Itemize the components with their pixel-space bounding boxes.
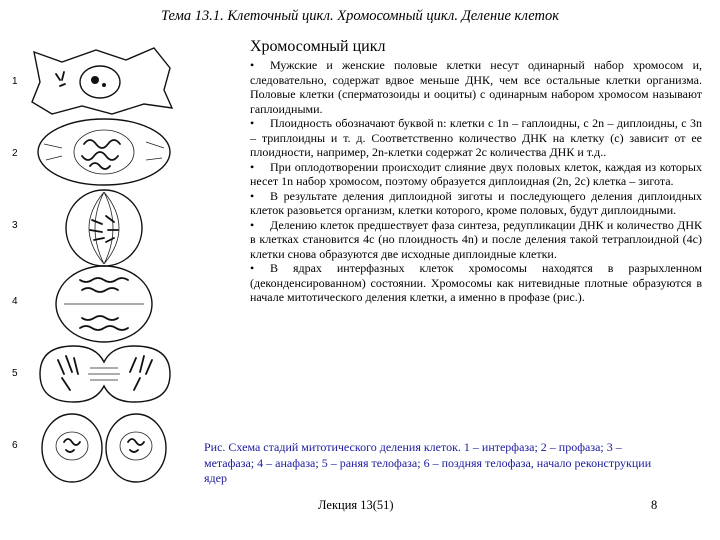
paragraph-6-text: В ядрах интерфазных клеток хромосомы находятся в разрыхленном (деконденсированном) состоянии. Хромосомы как нитевидные плотные образуются в начале митотического деления клетки, а именно в профазе (рис.). xyxy=(250,261,702,304)
stage-number-6: 6 xyxy=(12,440,18,451)
stage-number-5: 5 xyxy=(12,368,18,379)
page-number: 8 xyxy=(651,498,658,512)
paragraph-5 xyxy=(250,218,702,262)
bullet-4: • xyxy=(250,188,255,203)
stage-number-3: 3 xyxy=(12,220,18,231)
stage-5-early-telophase xyxy=(40,346,170,402)
stage-1-interphase xyxy=(32,48,172,114)
stage-2-prophase xyxy=(38,119,170,185)
paragraph-4 xyxy=(250,189,702,218)
bullet-3: • xyxy=(250,159,255,174)
paragraph-4-text: В результате деления диплоидной зиготы и последующего деления диплоидных клеток разовьется организм, клетки которого, кроме половых, будут диплоидными. xyxy=(250,188,702,217)
stage-number-1: 1 xyxy=(12,76,18,87)
paragraph-2 xyxy=(250,116,702,160)
bullet-2: • xyxy=(250,116,255,130)
paragraph-3 xyxy=(250,160,702,189)
section-title: Хромосомный цикл xyxy=(250,38,386,55)
stage-number-4: 4 xyxy=(12,296,18,307)
paragraph-2-text: Плоидность обозначают буквой n: клетки с 1n – гаплоидны, с 2n – диплоидны, с 3n – триплоидны и т. д. Соответственно количество ДНК на клетку (c) зависит от ее плоидности, например, 2n-клетки содержат 2c количества ДНК и т.д.. xyxy=(250,116,702,159)
stage-6-late-telophase xyxy=(42,414,166,482)
stage-number-2: 2 xyxy=(12,148,18,159)
slide-title: Тема 13.1. Клеточный цикл. Хромосомный цикл. Деление клеток xyxy=(160,8,560,24)
mitosis-drawing xyxy=(4,44,204,489)
stage-4-anaphase xyxy=(56,266,152,342)
body-text xyxy=(250,58,702,305)
bullet-6: • xyxy=(250,261,255,275)
paragraph-1-text: Мужские и женские половые клетки несут одинарный набор хромосом и, следовательно, содержат вдвое меньше ДНК, чем все остальные клетки организма. Половые клетки (сперматозоиды и ооциты) с одинарным набором хромосом называют гаплоидными. xyxy=(250,58,702,116)
bullet-5: • xyxy=(250,217,255,232)
footer-lecture: Лекция 13(51) xyxy=(318,498,394,512)
mitosis-stages-figure xyxy=(4,44,204,489)
figure-caption: Рис. Схема стадий митотического деления клеток. 1 – интерфаза; 2 – профаза; 3 – метафаза; 4 – анафаза; 5 – раняя телофаза; 6 – поздняя телофаза, начало реконструкции ядер xyxy=(204,440,652,485)
paragraph-5-text: Делению клеток предшествует фаза синтеза, редупликации ДНК и количество ДНК в клетках становится 4c (но плоидность 4n) и после деления такой тетраплоидной (4c) клетки снова образуются две исходные диплоидные клетки. xyxy=(250,217,702,261)
paragraph-3-text: При оплодотворении происходит слияние двух половых клеток, каждая из которых несет 1n набор хромосом, поэтому образуется диплоидная (2n, 2c) клетка – зигота. xyxy=(250,159,702,188)
paragraph-1 xyxy=(250,58,702,116)
paragraph-6 xyxy=(250,261,702,305)
bullet-1: • xyxy=(250,58,255,72)
stage-3-metaphase xyxy=(66,190,142,266)
